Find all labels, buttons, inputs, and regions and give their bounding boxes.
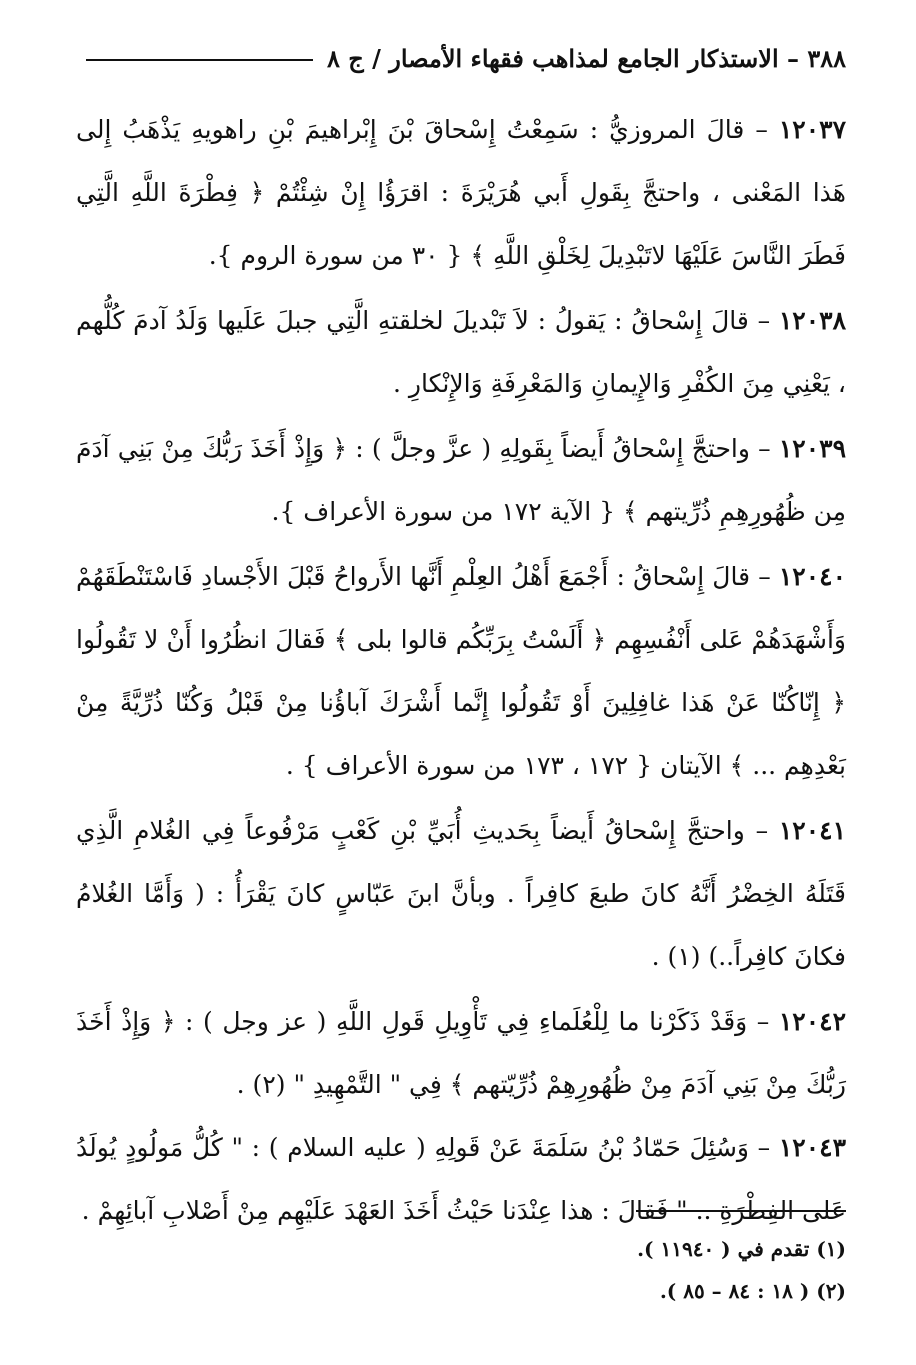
- footnotes: [76, 1228, 846, 1312]
- paragraph-text: – واحتجَّ إِسْحاقُ أَيضاً بِحَديثِ أُبَيِّ بْنِ كَعْبٍ مَرْفُوعاً فِي الغُلامِ الَّذِي قَتَلَهُ الخِضْرُ أَنَّهُ كانَ طبعَ كافِراً . وبأنَّ ابنَ عَبّاسٍ كانَ يَقْرَأُ : ( وَأَمَّا الغُلامُ فكانَ كافِراً..) (١) .: [76, 816, 846, 971]
- header-rule: [86, 59, 313, 61]
- paragraph-text: – واحتجَّ إِسْحاقُ أَيضاً بِقَولِهِ ( عزَّ وجلَّ ) : ﴿ وَإِذْ أَخَذَ رَبُّكَ مِنْ بَنِي آدَمَ مِن ظُهُورِهِمِ ذُرِّيتهم ﴾ { الآية ١٧٢ من سورة الأعراف }.: [76, 434, 846, 526]
- paragraph-text: – وَقَدْ ذَكَرْنا ما لِلْعُلَماءِ فِي تَأْوِيلِ قَولِ اللَّهِ ( عز وجل ) : ﴿ وَإِذْ أَخَذَ رَبُّكَ مِنْ بَنِي آدَمَ مِنْ ظُهُورِهِمْ ذُرِّيّتهم ﴾ فِي " التَّمْهِيدِ " (٢) .: [76, 1007, 846, 1099]
- footnote-1: (١) تقدم في ( ١١٩٤٠ ).: [637, 1237, 846, 1261]
- paragraph-12040: [76, 545, 846, 797]
- paragraph-text: – قالَ المروزيُّ : سَمِعْتُ إِسْحاقَ بْنَ إِبْراهيمَ بْنِ راهويهِ يَذْهَبُ إِلى هَذا المَعْنى ، واحتجَّ بِقَولِ أَبي هُرَيْرَةَ : اقرَؤُا إِنْ شِئْتُمْ ﴿ فِطْرَةَ اللَّهِ الَّتِي فَطَرَ النَّاسَ عَلَيْهَا لاتَبْدِيلَ لِخَلْقِ اللَّهِ ﴾ { ٣٠ من سورة الروم }.: [76, 115, 846, 270]
- footnote-separator: [636, 1210, 846, 1212]
- paragraph-text: – قالَ إِسْحاقُ : يَقولُ : لاَ تَبْديلَ لخلقتهِ الَّتِي جبلَ عَلَيها وَلَدُ آدمَ كُلُّهم ، يَعْنِي مِنَ الكُفْرِ وَالإِيمانِ وَالمَعْرِفَةِ وَالإِنْكارِ .: [76, 306, 846, 398]
- paragraph-number: ١٢٠٤٣: [778, 1133, 846, 1162]
- paragraph-12039: [76, 417, 846, 543]
- paragraph-12042: [76, 990, 846, 1116]
- body-text: [76, 98, 846, 1242]
- paragraph-number: ١٢٠٣٧: [778, 115, 846, 144]
- paragraph-number: ١٢٠٤٢: [778, 1007, 846, 1036]
- paragraph-number: ١٢٠٤١: [778, 816, 846, 845]
- paragraph-12038: [76, 289, 846, 415]
- paragraph-number: ١٢٠٣٨: [778, 306, 846, 335]
- paragraph-12043: [76, 1116, 846, 1242]
- paragraph-number: ١٢٠٤٠: [778, 562, 846, 591]
- footnote-2: (٢) ( ١٨ : ٨٤ – ٨٥ ).: [659, 1279, 846, 1303]
- paragraph-text: – قالَ إِسْحاقُ : أَجْمَعَ أَهْلُ العِلْمِ أَنَّها الأَرواحُ قَبْلَ الأَجْسادِ فَاسْتَنْطَقَهُمْ وَأَشْهَدَهُمْ عَلى أَنْفُسِهِم ﴿ أَلَسْتُ بِرَبِّكُم قالوا بلى ﴾ فَقالَ انظُرُوا أَنْ لا تَقُولُوا ﴿ إِنّاكُنّا عَنْ هَذا غافِلِينَ أَوْ تَقُولُوا إِنَّما أَشْرَكَ آباؤُنا مِنْ قَبْلُ وَكُنّا ذُرِّيَّةً مِنْ بَعْدِهِم ... ﴾ الآيتان { ١٧٢ ، ١٧٣ من سورة الأعراف } .: [76, 562, 846, 780]
- paragraph-number: ١٢٠٣٩: [778, 434, 846, 463]
- paragraph-12037: [76, 98, 846, 287]
- paragraph-text: – وَسُئِلَ حَمّادُ بْنُ سَلَمَةَ عَنْ قَولِهِ ( عليه السلام ) : " كُلُّ مَولُودٍ يُولَدُ عَلى الفِطْرَةِ .. " فَقالَ : هذا عِنْدَنا حَيْثُ أَخَذَ العَهْدَ عَلَيْهِم مِنْ أَصْلابِ آبائِهِمْ .: [76, 1133, 846, 1225]
- paragraph-12041: [76, 799, 846, 988]
- page-header: [86, 38, 846, 78]
- header-title: ٣٨٨ – الاستذكار الجامع لمذاهب فقهاء الأمصار / ج ٨: [327, 43, 846, 73]
